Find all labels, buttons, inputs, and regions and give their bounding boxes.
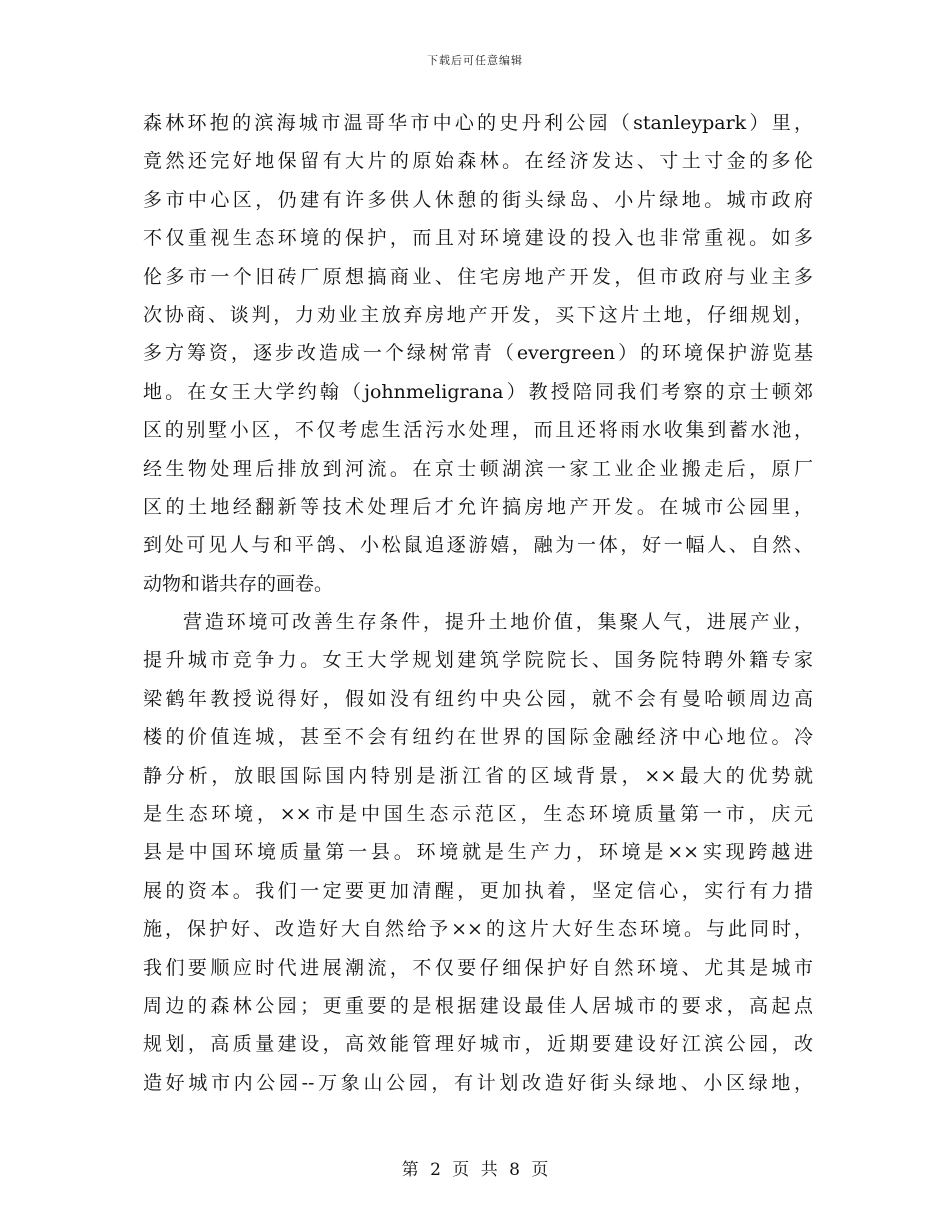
body-line: 不仅重视生态环境的保护，而且对环境建设的投入也非常重视。如多 xyxy=(143,227,813,250)
body-line: 森林环抱的滨海城市温哥华市中心的史丹利公园（stanleypark）里， xyxy=(143,112,813,134)
body-line: 静分析，放眼国际国内特别是浙江省的区域背景，××最大的优势就 xyxy=(143,764,813,787)
body-line: 经生物处理后排放到河流。在京士顿湖滨一家工业企业搬走后，原厂 xyxy=(143,457,813,480)
body-line: 区的别墅小区，不仅考虑生活污水处理，而且还将雨水收集到蓄水池， xyxy=(143,419,813,442)
body-line: 周边的森林公园；更重要的是根据建设最佳人居城市的要求，高起点 xyxy=(143,994,813,1017)
body-line: 区的土地经翻新等技术处理后才允许搞房地产开发。在城市公园里， xyxy=(143,495,813,518)
body-line: 多市中心区，仍建有许多供人休憩的街头绿岛、小片绿地。城市政府 xyxy=(143,188,813,211)
body-line: 地。在女王大学约翰（johnmeligrana）教授陪同我们考察的京士顿郊 xyxy=(143,380,813,403)
body-line: 到处可见人与和平鸽、小松鼠追逐游嬉，融为一体，好一幅人、自然、 xyxy=(143,534,813,557)
body-line: 施，保护好、改造好大自然给予××的这片大好生态环境。与此同时， xyxy=(143,918,813,941)
page-number-footer: 第 2 页 共 8 页 xyxy=(401,1160,549,1180)
body-line: 规划，高质量建设，高效能管理好城市，近期要建设好江滨公园，改 xyxy=(143,1033,813,1056)
body-line: 造好城市内公园--万象山公园，有计划改造好街头绿地、小区绿地， xyxy=(143,1071,813,1094)
body-line: 动物和谐共存的画卷。 xyxy=(143,572,334,595)
body-line: 竟然还完好地保留有大片的原始森林。在经济发达、寸土寸金的多伦 xyxy=(143,150,813,173)
body-line: 多方筹资，逐步改造成一个绿树常青（evergreen）的环境保护游览基 xyxy=(143,342,813,365)
body-line: 是生态环境，××市是中国生态示范区，生态环境质量第一市，庆元 xyxy=(143,803,813,826)
body-line: 次协商、谈判，力劝业主放弃房地产开发，买下这片土地，仔细规划， xyxy=(143,303,813,326)
body-line-paragraph-start: 营造环境可改善生存条件，提升土地价值，集聚人气，进展产业， xyxy=(183,611,813,634)
body-line: 楼的价值连城，甚至不会有纽约在世界的国际金融经济中心地位。冷 xyxy=(143,726,813,749)
document-body xyxy=(143,104,813,1102)
body-line: 展的资本。我们一定要更加清醒，更加执着，坚定信心，实行有力措 xyxy=(143,879,813,902)
body-line: 提升城市竞争力。女王大学规划建筑学院院长、国务院特聘外籍专家 xyxy=(143,649,813,672)
page-header-note: 下载后可任意编辑 xyxy=(427,54,523,67)
body-line: 我们要顺应时代进展潮流，不仅要仔细保护好自然环境、尤其是城市 xyxy=(143,956,813,979)
body-line: 伦多市一个旧砖厂原想搞商业、住宅房地产开发，但市政府与业主多 xyxy=(143,265,813,288)
body-line: 县是中国环境质量第一县。环境就是生产力，环境是××实现跨越进 xyxy=(143,841,813,864)
body-line: 梁鹤年教授说得好，假如没有纽约中央公园，就不会有曼哈顿周边高 xyxy=(143,687,813,710)
